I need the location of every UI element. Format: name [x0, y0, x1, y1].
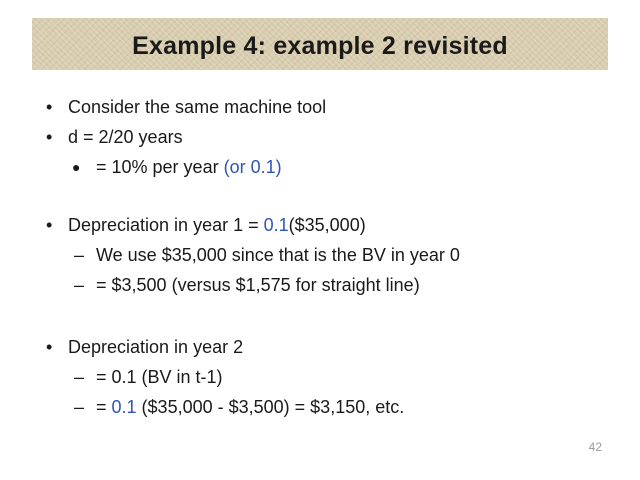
bullet-text: d = 2/20 years [68, 127, 183, 147]
highlight-text: (or 0.1) [223, 157, 282, 177]
text-segment: ($35,000 - $3,500) = $3,150, etc. [136, 397, 405, 417]
bullet-marker: • [46, 127, 53, 147]
sub-bullet-text: We use $35,000 since that is the BV in year 0 [96, 245, 460, 265]
sub-bullet-text: = $3,500 (versus $1,575 for straight line) [96, 275, 420, 295]
bullet-marker: • [46, 215, 53, 235]
slide-title: Example 4: example 2 revisited [132, 32, 508, 60]
highlight-text: 0.1 [111, 397, 137, 417]
bullet-marker: • [46, 337, 53, 357]
bullet-marker: ● [72, 159, 81, 175]
text-segment: ($35,000) [288, 215, 366, 235]
bullet-text [96, 156, 282, 178]
highlight-text: 0.1 [263, 215, 289, 235]
sub-bullet-text [96, 396, 404, 418]
text-segment: = 10% per year [96, 157, 224, 177]
bullet-text: Consider the same machine tool [68, 97, 327, 117]
text-segment: Depreciation in year 1 = [68, 215, 264, 235]
text-segment: = [96, 397, 112, 417]
bullet-marker: • [46, 97, 53, 117]
dash-marker: – [74, 275, 85, 295]
title-band [32, 18, 608, 70]
page-number: 42 [588, 440, 602, 454]
dash-marker: – [74, 245, 85, 265]
dash-marker: – [74, 397, 85, 417]
bullet-text [68, 214, 366, 236]
bullet-text: Depreciation in year 2 [68, 337, 244, 357]
sub-bullet-text: = 0.1 (BV in t-1) [96, 367, 223, 387]
dash-marker: – [74, 367, 85, 387]
